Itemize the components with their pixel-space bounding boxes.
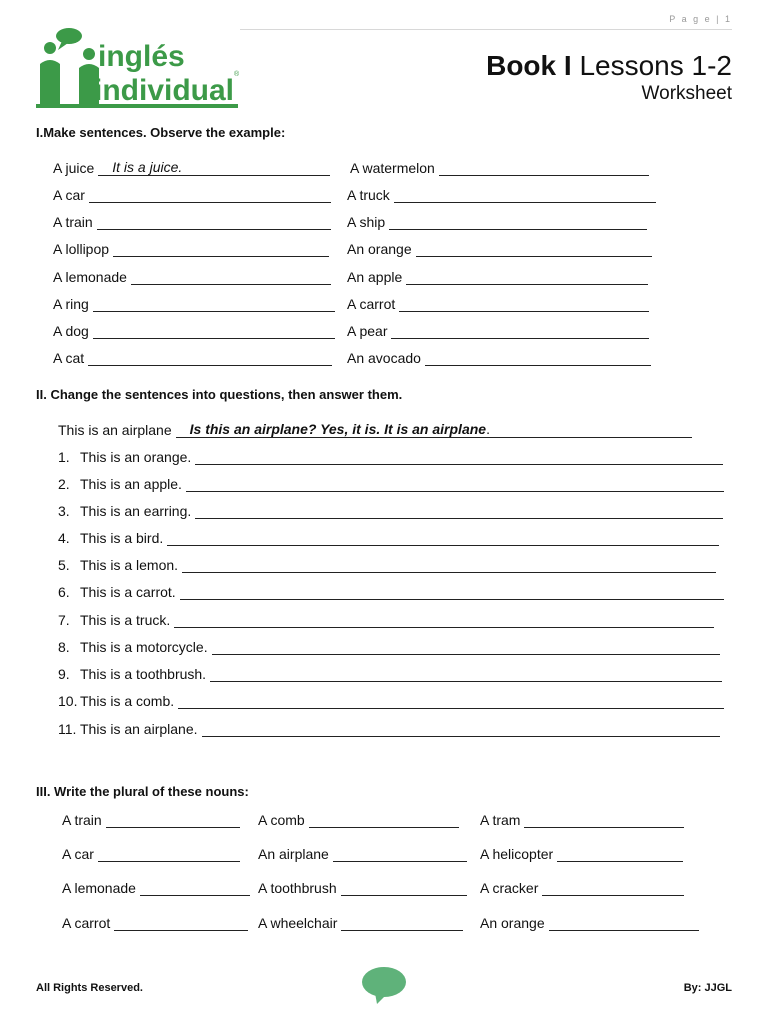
prompt-label: A wheelchair bbox=[258, 915, 338, 931]
section-1-right-row bbox=[347, 239, 652, 257]
answer-line[interactable] bbox=[394, 188, 656, 203]
answer-line[interactable] bbox=[425, 351, 651, 366]
answer-line[interactable] bbox=[202, 722, 720, 737]
answer-line[interactable] bbox=[391, 324, 649, 339]
plural-item bbox=[258, 878, 467, 896]
section-1-heading: I.Make sentences. Observe the example: bbox=[36, 125, 286, 140]
section-1-right-row bbox=[347, 321, 649, 339]
prompt-label: A watermelon bbox=[350, 160, 435, 176]
item-number: 2. bbox=[58, 476, 70, 492]
prompt-label: A train bbox=[62, 812, 102, 828]
section-1-left-row bbox=[53, 321, 335, 339]
page-title: Book I Lessons 1-2 bbox=[486, 50, 732, 81]
answer-line[interactable] bbox=[93, 324, 335, 339]
prompt-label: A juice bbox=[53, 160, 95, 176]
speech-bubble-icon bbox=[361, 966, 407, 1006]
answer-line[interactable] bbox=[182, 558, 716, 573]
item-number: 6. bbox=[58, 584, 70, 600]
logo bbox=[36, 28, 240, 110]
section-1-right-row bbox=[347, 348, 651, 366]
logo-icon bbox=[36, 28, 240, 110]
answer-line[interactable] bbox=[174, 613, 714, 628]
plural-item bbox=[258, 844, 467, 862]
footer-rights: All Rights Reserved. bbox=[36, 982, 143, 994]
plural-item bbox=[480, 878, 684, 896]
question-item bbox=[58, 447, 723, 465]
item-number: 9. bbox=[58, 666, 70, 682]
prompt-label: A tram bbox=[480, 812, 521, 828]
prompt-label: An airplane bbox=[258, 846, 329, 862]
prompt-label: A train bbox=[53, 214, 93, 230]
section-1-left-row bbox=[53, 212, 331, 230]
prompt-label: This is a bird. bbox=[80, 530, 164, 546]
item-number: 5. bbox=[58, 557, 70, 573]
plural-item bbox=[258, 810, 459, 828]
header-rule bbox=[240, 29, 732, 30]
answer-line[interactable] bbox=[341, 916, 463, 931]
page-subtitle: Worksheet bbox=[641, 83, 732, 104]
prompt-label: An apple bbox=[347, 269, 403, 285]
answer-line[interactable] bbox=[89, 188, 331, 203]
question-item bbox=[58, 664, 722, 682]
answer-line[interactable] bbox=[88, 351, 332, 366]
prompt-label: A cat bbox=[53, 350, 85, 366]
answer-line[interactable] bbox=[524, 813, 684, 828]
question-item bbox=[58, 691, 724, 709]
answer-line[interactable] bbox=[210, 667, 722, 682]
item-number: 4. bbox=[58, 530, 70, 546]
prompt-label: A car bbox=[62, 846, 94, 862]
answer-line[interactable] bbox=[341, 881, 467, 896]
prompt-label: A ring bbox=[53, 296, 89, 312]
plural-item bbox=[480, 844, 683, 862]
section-1-left-row bbox=[53, 267, 331, 285]
prompt-label: This is a truck. bbox=[80, 612, 171, 628]
svg-text:inglés: inglés bbox=[98, 40, 185, 73]
answer-line[interactable] bbox=[195, 450, 723, 465]
svg-text:®: ® bbox=[234, 71, 240, 78]
answer-line[interactable] bbox=[557, 847, 683, 862]
prompt-label: An avocado bbox=[347, 350, 421, 366]
footer-author: By: JJGL bbox=[683, 982, 732, 994]
question-item bbox=[58, 610, 714, 628]
answer-line[interactable] bbox=[399, 297, 649, 312]
example-answer: It is a juice. bbox=[112, 159, 183, 175]
prompt-label: A toothbrush bbox=[258, 880, 337, 896]
answer-line[interactable] bbox=[542, 881, 684, 896]
question-item bbox=[58, 637, 720, 655]
question-item bbox=[58, 555, 716, 573]
section-1-left-row bbox=[53, 348, 332, 366]
section-1-right-row bbox=[347, 185, 656, 203]
plural-item bbox=[62, 878, 250, 896]
answer-line[interactable] bbox=[439, 161, 649, 176]
prompt-label: A truck bbox=[347, 187, 390, 203]
prompt-label: This is an earring. bbox=[80, 503, 192, 519]
prompt-label: A helicopter bbox=[480, 846, 554, 862]
section-1-left-row bbox=[53, 239, 329, 257]
page-number: P a g e | 1 bbox=[669, 14, 732, 24]
answer-line[interactable] bbox=[309, 813, 459, 828]
example-answer-line bbox=[176, 423, 692, 438]
item-number: 3. bbox=[58, 503, 70, 519]
section-3-heading: III. Write the plural of these nouns: bbox=[36, 784, 249, 799]
prompt-label: This is a comb. bbox=[80, 693, 175, 709]
answer-line[interactable] bbox=[389, 215, 647, 230]
section-1-right-row bbox=[350, 158, 649, 176]
prompt-label: A dog bbox=[53, 323, 89, 339]
answer-line[interactable] bbox=[140, 881, 250, 896]
section-1-right-row bbox=[347, 212, 647, 230]
answer-line[interactable] bbox=[180, 585, 724, 600]
answer-line[interactable] bbox=[113, 242, 329, 257]
item-number: 11. bbox=[58, 721, 77, 737]
prompt-label: This is an airplane. bbox=[80, 721, 198, 737]
answer-line[interactable] bbox=[98, 161, 330, 176]
example-answer: Is this an airplane? Yes, it is. It is an airplane. bbox=[189, 421, 490, 437]
item-number: 1. bbox=[58, 449, 70, 465]
plural-item bbox=[62, 913, 248, 931]
prompt-label: This is a toothbrush. bbox=[80, 666, 207, 682]
answer-line[interactable] bbox=[406, 270, 648, 285]
example-row bbox=[58, 420, 692, 438]
section-1-right-row bbox=[347, 267, 648, 285]
answer-line[interactable] bbox=[106, 813, 240, 828]
prompt-label: A carrot bbox=[62, 915, 111, 931]
plural-item bbox=[480, 810, 684, 828]
prompt-label: This is an orange. bbox=[80, 449, 192, 465]
example-prompt: This is an airplane bbox=[58, 422, 172, 438]
answer-line[interactable] bbox=[98, 847, 240, 862]
prompt-label: A lollipop bbox=[53, 241, 110, 257]
plural-item bbox=[480, 913, 699, 931]
prompt-label: An orange bbox=[480, 915, 545, 931]
prompt-label: An orange bbox=[347, 241, 412, 257]
question-item bbox=[58, 501, 723, 519]
answer-line[interactable] bbox=[97, 215, 331, 230]
prompt-label: This is a carrot. bbox=[80, 584, 176, 600]
item-number: 7. bbox=[58, 612, 70, 628]
answer-line[interactable] bbox=[416, 242, 652, 257]
answer-line[interactable] bbox=[333, 847, 467, 862]
answer-line[interactable] bbox=[212, 640, 720, 655]
answer-line[interactable] bbox=[114, 916, 248, 931]
answer-line[interactable] bbox=[549, 916, 699, 931]
prompt-label: A car bbox=[53, 187, 85, 203]
section-1-right-row bbox=[347, 294, 649, 312]
section-2-heading: II. Change the sentences into questions, then answer them. bbox=[36, 387, 403, 402]
plural-item bbox=[258, 913, 463, 931]
prompt-label: A pear bbox=[347, 323, 388, 339]
plural-item bbox=[62, 810, 240, 828]
prompt-label: A carrot bbox=[347, 296, 396, 312]
prompt-label: This is a motorcycle. bbox=[80, 639, 208, 655]
svg-text:individual: individual bbox=[94, 74, 235, 107]
prompt-label: This is an apple. bbox=[80, 476, 182, 492]
answer-line[interactable] bbox=[195, 504, 723, 519]
item-number: 8. bbox=[58, 639, 70, 655]
section-1-left-row bbox=[53, 158, 330, 176]
item-number: 10. bbox=[58, 693, 78, 709]
section-1-left-row bbox=[53, 294, 335, 312]
prompt-label: This is a lemon. bbox=[80, 557, 179, 573]
question-item bbox=[58, 582, 724, 600]
answer-line[interactable] bbox=[167, 531, 719, 546]
question-item bbox=[58, 474, 724, 492]
prompt-label: A lemonade bbox=[62, 880, 136, 896]
answer-line[interactable] bbox=[186, 477, 724, 492]
plural-item bbox=[62, 844, 240, 862]
answer-line[interactable] bbox=[131, 270, 331, 285]
section-1-left-row bbox=[53, 185, 331, 203]
prompt-label: A cracker bbox=[480, 880, 539, 896]
question-item bbox=[58, 528, 719, 546]
prompt-label: A ship bbox=[347, 214, 386, 230]
question-item bbox=[58, 719, 720, 737]
answer-line[interactable] bbox=[93, 297, 335, 312]
prompt-label: A lemonade bbox=[53, 269, 127, 285]
answer-line[interactable] bbox=[178, 694, 724, 709]
prompt-label: A comb bbox=[258, 812, 305, 828]
